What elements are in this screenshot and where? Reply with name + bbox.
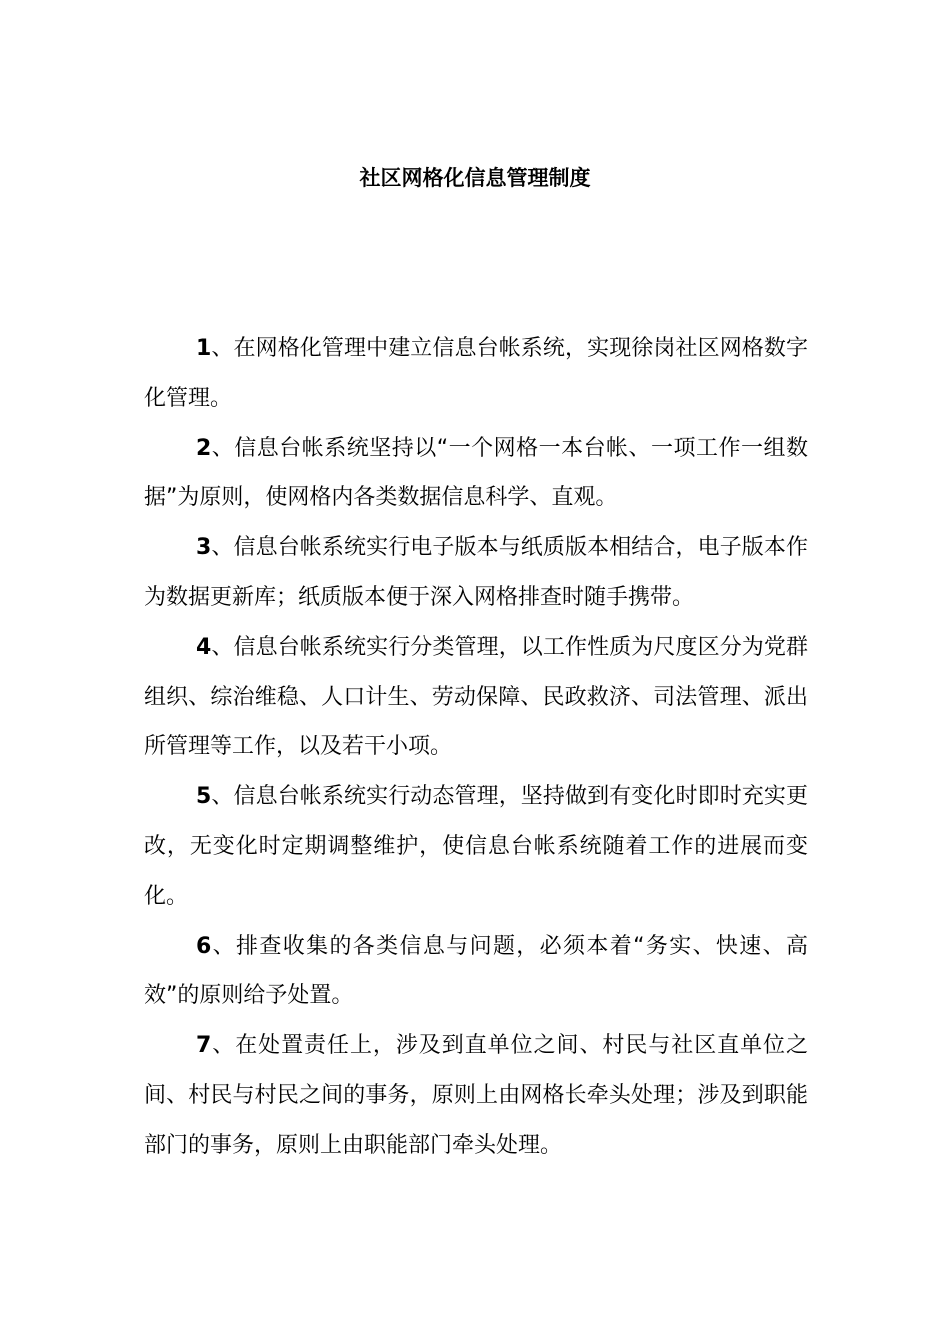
document-title: 社区网格化信息管理制度 bbox=[359, 166, 591, 190]
paragraph-5 bbox=[144, 772, 808, 921]
paragraph-number: 7 bbox=[196, 1033, 212, 1059]
paragraph-2 bbox=[144, 424, 808, 524]
paragraph-text: 、信息台帐系统实行电子版本与纸质版本相结合，电子版本作为数据更新库；纸质版本便于深入网格排查时随手携带。 bbox=[144, 535, 808, 610]
paragraph-4 bbox=[144, 623, 808, 772]
paragraph-text: 、信息台帐系统坚持以“一个网格一本台帐、一项工作一组数据”为原则，使网格内各类数据信息科学、直观。 bbox=[144, 435, 808, 511]
paragraph-number: 6 bbox=[196, 933, 212, 959]
paragraph-text: 、排查收集的各类信息与问题，必须本着“务实、快速、高效”的原则给予处置。 bbox=[144, 933, 808, 1009]
paragraph-number: 5 bbox=[196, 784, 212, 810]
paragraph-text: 、在处置责任上，涉及到直单位之间、村民与社区直单位之间、村民与村民之间的事务，原则上由网格长牵头处理；涉及到职能部门的事务，原则上由职能部门牵头处理。 bbox=[144, 1033, 808, 1158]
paragraph-text: 、在网格化管理中建立信息台帐系统，实现徐岗社区网格数字化管理。 bbox=[144, 336, 808, 411]
paragraph-number: 4 bbox=[196, 634, 212, 660]
paragraph-text: 、信息台帐系统实行动态管理，坚持做到有变化时即时充实更改，无变化时定期调整维护，使信息台帐系统随着工作的进展而变化。 bbox=[144, 784, 808, 909]
paragraph-6 bbox=[144, 922, 808, 1022]
paragraph-number: 1 bbox=[196, 336, 212, 361]
paragraph-number: 3 bbox=[196, 535, 212, 561]
paragraph-1 bbox=[144, 324, 808, 424]
paragraph-text: 、信息台帐系统实行分类管理，以工作性质为尺度区分为党群组织、综治维稳、人口计生、劳动保障、民政救济、司法管理、派出所管理等工作，以及若干小项。 bbox=[144, 634, 808, 760]
paragraph-3 bbox=[144, 523, 808, 623]
paragraph-number: 2 bbox=[196, 435, 212, 461]
document-body bbox=[144, 324, 808, 1171]
paragraph-7 bbox=[144, 1021, 808, 1170]
